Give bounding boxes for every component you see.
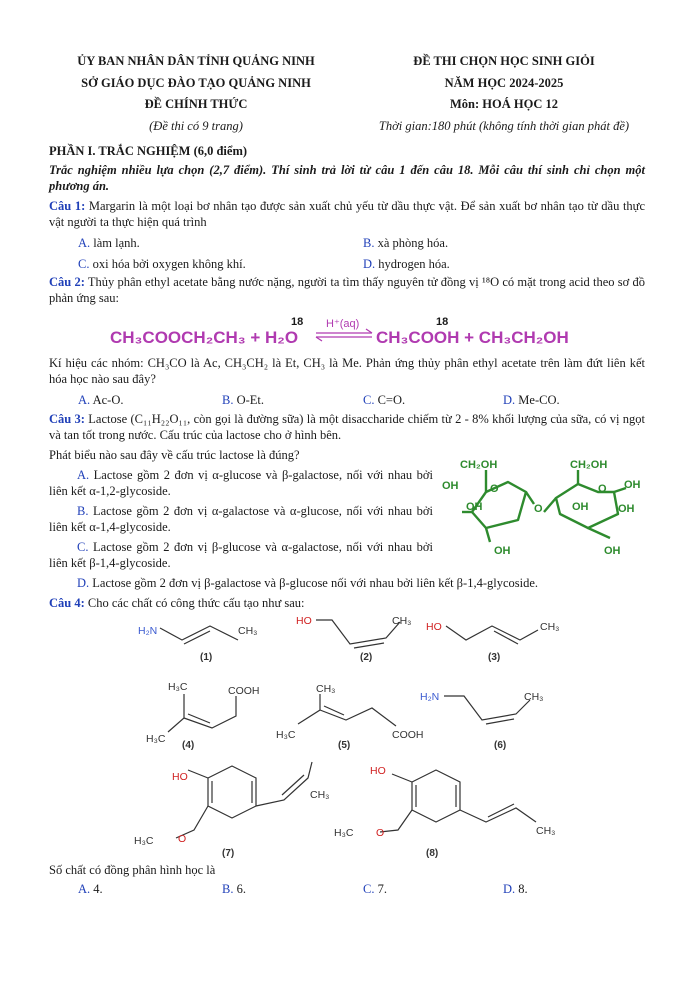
q1-option-a-key: A.: [78, 236, 91, 250]
isotope-label-left: 18: [291, 316, 304, 328]
question-2-note: Kí hiệu các nhóm: CH₃CO là Ac, CH₃CH₂ là Et, CH₃ là Me. Phản ứng thủy phân ethyl acetate trên làm đứt liên kết hóa học nào sau đây?: [49, 356, 645, 386]
header-department: SỞ GIÁO DỤC ĐÀO TẠO QUẢNG NINH: [81, 76, 311, 90]
label-compound-7: (7): [222, 848, 235, 858]
label-oh-2: OH: [466, 501, 483, 513]
c8-h3c: H₃C: [334, 827, 354, 839]
reaction-equation: [100, 308, 600, 352]
label-compound-4: (4): [182, 740, 195, 751]
c5-h3c: H₃C: [276, 729, 296, 741]
q3-option-b[interactable]: [49, 504, 433, 535]
q1-option-b-text: xà phòng hóa.: [377, 236, 449, 250]
part1-title: PHẦN I. TRẮC NGHIỆM (6,0 điểm): [49, 144, 248, 158]
q4-option-a-text: 4.: [93, 882, 103, 896]
equation-left: CH₃COOCH₂CH₃ + H₂O: [110, 328, 299, 347]
question-4-label: Câu 4:: [49, 596, 85, 610]
q2-option-a-key: A.: [78, 393, 91, 407]
compound-3-chain: [446, 626, 538, 640]
q3-option-a-key: A.: [77, 468, 90, 482]
compound-7-ring: [208, 766, 256, 818]
c7-ho: HO: [172, 771, 188, 783]
label-oh-6: OH: [494, 545, 511, 557]
q2-option-b-key: B.: [222, 393, 234, 407]
isotope-label-right: 18: [436, 316, 449, 328]
c7-h3c: H₃C: [134, 835, 154, 847]
c6-ch3: CH₃: [524, 691, 544, 703]
bond-oh-left-lower: [486, 528, 490, 542]
q2-option-d-text: Me-CO.: [518, 393, 560, 407]
q1-option-c[interactable]: [78, 257, 246, 272]
label-compound-2: (2): [360, 652, 373, 663]
compound-6-double: [486, 719, 514, 724]
question-1-label: Câu 1:: [49, 199, 86, 213]
q2-option-b[interactable]: [222, 393, 264, 408]
c1-h2n: H₂N: [138, 625, 158, 637]
compound-2-double: [354, 643, 384, 648]
c5-ch3: CH₃: [316, 683, 336, 695]
label-oh-3: OH: [624, 479, 641, 491]
header-authority: ỦY BAN NHÂN DÂN TỈNH QUẢNG NINH: [77, 54, 315, 68]
compound-4-chain: [184, 696, 236, 728]
c1-ch3: CH₃: [238, 625, 258, 637]
q4-option-b[interactable]: [222, 882, 246, 897]
c8-ch3: CH₃: [536, 825, 556, 837]
compound-8-ring: [412, 770, 460, 822]
q2-option-d-key: D.: [503, 393, 516, 407]
question-2-text: Thủy phân ethyl acetate bằng nước nặng, người ta tìm thấy nguyên tử đồng vị ¹⁸O có mặt trong acid theo sơ đồ phản ứng sau:: [49, 275, 645, 305]
compound-8-ome-bond: [380, 810, 412, 832]
question-3-text: Lactose (C₁₁H₂₂O₁₁, còn gọi là đường sữa) là một disaccharide chiếm từ 2 - 8% khối lượng của sữa, có vị ngọt và tan tốt trong nước. Cấu trúc của lactose cho ở hình bên.: [49, 412, 646, 442]
q1-option-c-text: oxi hóa bởi oxygen không khí.: [92, 257, 246, 271]
compound-5-double: [324, 706, 344, 715]
c4-cooh: COOH: [228, 685, 260, 697]
header-school-year: NĂM HỌC 2024-2025: [444, 76, 564, 90]
question-1: [49, 199, 645, 230]
q3-option-c-key: C.: [77, 540, 89, 554]
label-ch2oh-left: CH₂OH: [460, 459, 498, 471]
question-4-text: Cho các chất có công thức cấu tạo như sau:: [87, 596, 305, 610]
q4-option-a[interactable]: [78, 882, 103, 897]
q1-option-c-key: C.: [78, 257, 90, 271]
compound-7-propenyl: [256, 762, 312, 806]
q1-option-d[interactable]: [363, 257, 450, 272]
c4-h3c-top: H₃C: [168, 681, 188, 693]
compound-5-branch: [298, 694, 320, 724]
q3-option-b-text: Lactose gồm 2 đơn vị α-galactose và α-glucose, nối với nhau bởi liên kết α-1,4-glycoside.: [49, 504, 433, 534]
q3-option-a-text: Lactose gồm 2 đơn vị α-glucose và β-galactose, nối với nhau bởi liên kết α-1,2-glycoside.: [49, 468, 433, 498]
compound-7-ho-bond: [188, 770, 208, 778]
header-subject: Môn: HOÁ HỌC 12: [450, 97, 558, 111]
label-ch2oh-right: CH₂OH: [570, 459, 608, 471]
compound-8-propenyl: [460, 808, 536, 822]
question-3-label: Câu 3:: [49, 412, 85, 426]
label-o-ring-right: O: [598, 483, 607, 495]
q4-option-d-text: 8.: [518, 882, 528, 896]
label-compound-1: (1): [200, 652, 213, 663]
label-o-glycoside: O: [534, 503, 543, 515]
label-compound-8: (8): [426, 848, 439, 858]
q1-option-a[interactable]: [78, 236, 140, 251]
q2-option-b-text: O-Et.: [236, 393, 265, 407]
q3-option-d[interactable]: [77, 576, 657, 592]
compound-4-double: [188, 714, 210, 723]
q2-option-a[interactable]: [78, 393, 123, 408]
c8-ho: HO: [370, 765, 386, 777]
c6-h2n: H₂N: [420, 691, 440, 703]
c3-ch3: CH₃: [540, 621, 560, 633]
q4-option-c[interactable]: [363, 882, 387, 897]
bond-glycoside-2: [544, 498, 556, 512]
question-3: [49, 412, 645, 443]
forward-arrow-head: [366, 329, 372, 333]
q1-option-b[interactable]: [363, 236, 448, 251]
q3-option-b-key: B.: [77, 504, 89, 518]
c2-ho: HO: [296, 615, 312, 627]
compound-1-chain: [160, 626, 238, 640]
question-1-text: Margarin là một loại bơ nhân tạo được sản xuất chủ yếu từ dầu thực vật. Để sản xuất bơ nhân tạo từ dầu thực vật người ta thực hiện quá trình: [49, 199, 645, 229]
bond-oh-right-lower: [588, 528, 610, 538]
q4-option-d-key: D.: [503, 882, 516, 896]
question-2-label: Câu 2:: [49, 275, 85, 289]
q3-option-d-key: D.: [77, 576, 90, 590]
q2-option-a-text: Ac-O.: [92, 393, 124, 407]
q4-option-c-key: C.: [363, 882, 375, 896]
header-page-count: (Đề thi có 9 trang): [149, 119, 243, 133]
question-4: [49, 596, 305, 611]
q3-option-a[interactable]: [49, 468, 433, 499]
compound-2-chain: [316, 620, 400, 644]
c8-o: O: [376, 827, 385, 839]
label-oh-5: OH: [618, 503, 635, 515]
label-o-ring-left: O: [490, 483, 499, 495]
q2-option-c[interactable]: [363, 393, 405, 408]
q2-option-c-key: C.: [363, 393, 375, 407]
question-4-prompt: Số chất có đồng phân hình học là: [49, 863, 216, 877]
question-3-prompt: Phát biểu nào sau đây về cấu trúc lactose là đúng?: [49, 448, 300, 462]
c7-ch3: CH₃: [310, 789, 330, 801]
q3-option-d-text: Lactose gồm 2 đơn vị β-galactose và β-glucose nối với nhau bởi liên kết β-1,4-glycoside.: [92, 576, 539, 590]
q4-option-d[interactable]: [503, 882, 528, 897]
equation-right: CH₃COOH + CH₃CH₂OH: [376, 328, 569, 347]
header-time: Thời gian:180 phút (không tính thời gian phát đề): [378, 119, 630, 133]
compounds-figure: [120, 610, 580, 858]
compound-5-chain: [320, 708, 396, 726]
compound-8-ho-bond: [392, 774, 412, 782]
q4-option-b-text: 6.: [236, 882, 246, 896]
c2-ch3: CH₃: [392, 615, 412, 627]
q1-option-a-text: làm lạnh.: [93, 236, 140, 250]
question-2: [49, 275, 645, 306]
bond-glycoside-1: [526, 492, 534, 504]
q1-option-b-key: B.: [363, 236, 375, 250]
c4-h3c-bottom: H₃C: [146, 733, 166, 745]
q3-option-c-text: Lactose gồm 2 đơn vị β-glucose và α-galactose, nối với nhau bởi liên kết β-1,4-glycoside.: [49, 540, 433, 570]
lactose-structure: [438, 452, 653, 562]
equation-catalyst: H⁺(aq): [326, 318, 360, 330]
label-compound-6: (6): [494, 740, 507, 751]
q4-option-a-key: A.: [78, 882, 91, 896]
q4-option-b-key: B.: [222, 882, 234, 896]
compound-6-chain: [444, 696, 530, 720]
c3-ho: HO: [426, 621, 442, 633]
q2-option-c-text: C=O.: [377, 393, 406, 407]
q1-option-d-key: D.: [363, 257, 376, 271]
c7-o: O: [178, 833, 187, 845]
label-oh-1: OH: [442, 480, 459, 492]
part1-instruction: Trắc nghiệm nhiều lựa chọn (2,7 điểm). Thí sinh trả lời từ câu 1 đến câu 18. Mỗi câu thí sinh chỉ chọn một phương án.: [49, 163, 645, 193]
q4-option-c-text: 7.: [377, 882, 387, 896]
q1-option-d-text: hydrogen hóa.: [378, 257, 450, 271]
reverse-arrow-head: [316, 337, 322, 341]
compound-4-branch: [168, 694, 184, 732]
label-oh-4: OH: [572, 501, 589, 513]
header-official: ĐỀ CHÍNH THỨC: [144, 97, 248, 111]
c5-cooh: COOH: [392, 729, 424, 741]
q3-option-c[interactable]: [49, 540, 433, 571]
label-compound-5: (5): [338, 740, 351, 751]
q2-option-d[interactable]: [503, 393, 560, 408]
header-exam-title: ĐỀ THI CHỌN HỌC SINH GIỎI: [413, 54, 595, 68]
label-oh-7: OH: [604, 545, 621, 557]
label-compound-3: (3): [488, 652, 501, 663]
